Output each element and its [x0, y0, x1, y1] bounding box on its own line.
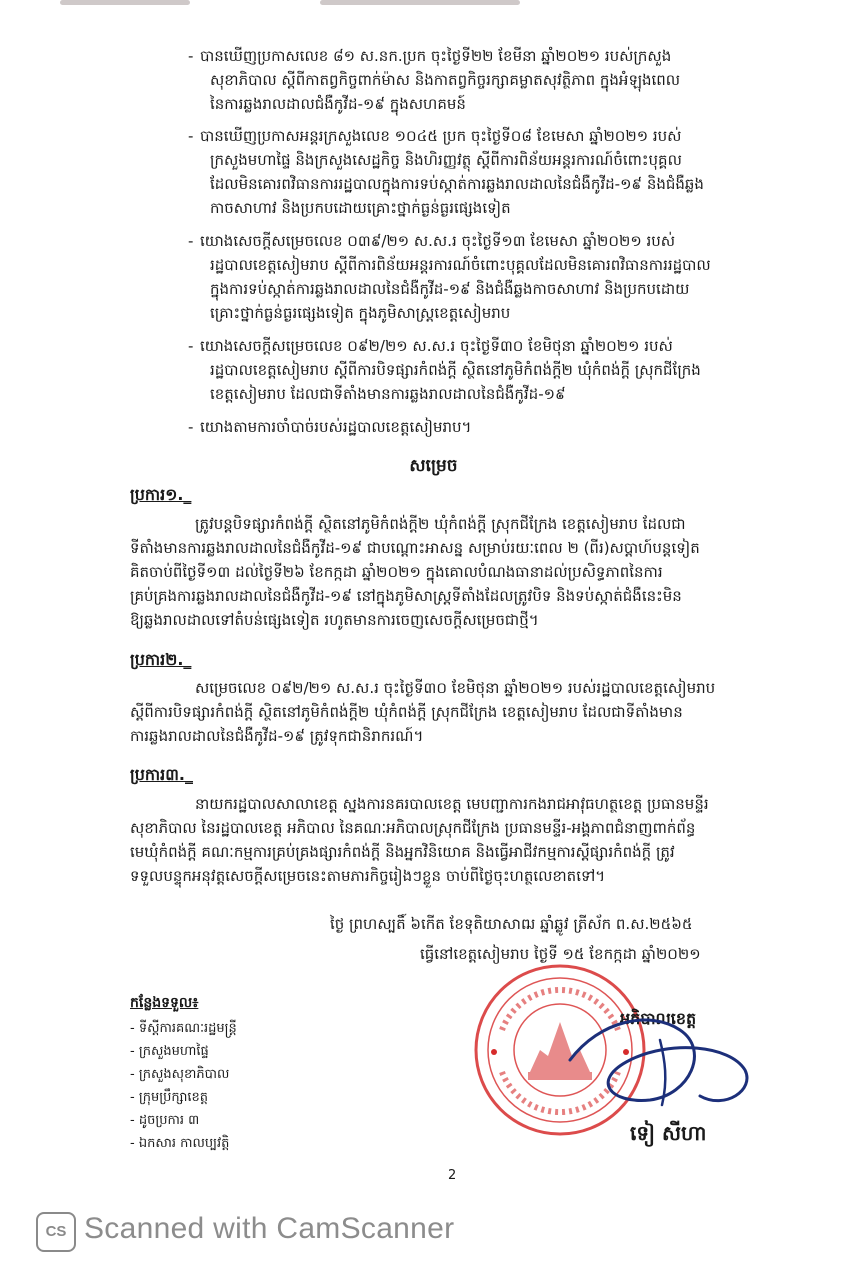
article-3-label: ប្រការ៣._ — [130, 765, 193, 784]
article-2-line: ស្ដីពីការបិទផ្សារកំពង់ក្ដី ស្ថិតនៅភូមិកំពង់ក្ដី២ ឃុំកំពង់ក្ដី ស្រុកជីក្រែង ខេត្តសៀមរាប ដែលជាទីតាំងមាន — [130, 703, 683, 721]
bullet-line: - យោងសេចក្ដីសម្រេចលេខ ០៩២/២១ ស.ស.រ ចុះថ្ងៃទី៣០ ខែមិថុនា ឆ្នាំ២០២១ របស់ — [200, 335, 673, 357]
bullet-line: ខេត្តសៀមរាប ដែលជាទីតាំងមានការឆ្លងរាលដាលនៃជំងឺកូវីដ-១៩ — [210, 385, 566, 403]
bullet-line: - បានឃើញប្រកាសអន្តរក្រសួងលេខ ១០៤៥ ប្រក ចុះថ្ងៃទី០៨ ខែមេសា ឆ្នាំ២០២១ របស់ — [200, 125, 681, 147]
camscanner-watermark — [36, 1208, 867, 1280]
article-3-line: ទទួលបន្ទុកអនុវត្តសេចក្ដីសម្រេចនេះតាមភារកិច្ចរៀងៗខ្លួន ចាប់ពីថ្ងៃចុះហត្ថលេខាតទៅ។ — [130, 867, 606, 885]
recipient-item: - ក្រសួងមហាផ្ទៃ — [130, 1040, 237, 1063]
bullet-line: រដ្ឋបាលខេត្តសៀមរាប ស្ដីពីការពិន័យអន្តរការណ៍ចំពោះបុគ្គលដែលមិនគោរពវិធានការរដ្ឋបាល — [210, 256, 711, 274]
bullet-line: សុខាភិបាល ស្ដីពីកាតព្វកិច្ចពាក់ម៉ាស និងកាតព្វកិច្ចរក្សាគម្លាតសុវត្ថិភាព ក្នុងអំឡុងពេល — [210, 71, 681, 89]
recipients-heading: កន្លែងទទួល៖ — [130, 995, 199, 1011]
article-1-line: គ្រប់គ្រងការឆ្លងរាលដាលនៃជំងឺកូវីដ-១៩ នៅក្នុងភូមិសាស្ត្រទីតាំងដែលត្រូវបិទ និងទប់ស្កាត់ជំងឺនេះមិន — [130, 587, 682, 605]
signature-icon — [540, 1000, 770, 1124]
bullet-line: ដែលមិនគោរពវិធានការរដ្ឋបាលក្នុងការទប់ស្កាត់ការឆ្លងរាលដាលនៃជំងឺកូវីដ-១៩ និងជំងឺឆ្លង — [210, 175, 704, 193]
article-1-line: ឱ្យឆ្លងរាលដាលទៅតំបន់ផ្សេងទៀត រហូតមានការចេញសេចក្ដីសម្រេចជាថ្មី។ — [130, 611, 539, 629]
article-1-line: ត្រូវបន្តបិទផ្សារកំពង់ក្ដី ស្ថិតនៅភូមិកំពង់ក្ដី២ ឃុំកំពង់ក្ដី ស្រុកជីក្រែង ខេត្តសៀមរាប ដែលជា — [195, 515, 686, 533]
article-3-line: នាយករដ្ឋបាលសាលាខេត្ត ស្នងការនគរបាលខេត្ត មេបញ្ជាការកងរាជអាវុធហត្ថខេត្ត ប្រធានមន្ទីរ — [195, 795, 709, 813]
signer-name: ទៀ សីហា — [630, 1121, 707, 1145]
bullet-line: កាចសាហាវ និងប្រកបដោយគ្រោះថ្នាក់ធ្ងន់ធ្ងរផ្សេងទៀត — [210, 199, 511, 217]
camscanner-logo-icon: CS — [36, 1212, 76, 1252]
article-2-line: ការឆ្លងរាលដាលនៃជំងឺកូវីដ-១៩ ត្រូវទុកជានិរាករណ៍។ — [130, 727, 424, 745]
recipient-item: - ក្រុមប្រឹក្សាខេត្ត — [130, 1086, 237, 1109]
recipient-item: - ឯកសារ កាលប្បវត្តិ — [130, 1132, 237, 1155]
article-1-line: ទីតាំងមានការឆ្លងរាលដាលនៃជំងឺកូវីដ-១៩ ជាបណ្ដោះអាសន្ន សម្រាប់រយៈពេល ២ (ពីរ)សប្ដាហ៍បន្តទៀត — [130, 539, 700, 557]
recipient-item: - ទីស្ដីការគណៈរដ្ឋមន្ត្រី — [130, 1017, 237, 1040]
article-1-label: ប្រការ១._ — [130, 485, 192, 504]
top-scan-edge — [0, 0, 867, 8]
article-3-line: សុខាភិបាល នៃរដ្ឋបាលខេត្ត អភិបាល នៃគណៈអភិបាលស្រុកជីក្រែង ប្រធានមន្ទីរ-អង្គភាពជំនាញពាក់ព័ន្ធ — [130, 819, 696, 837]
date-solar: ធ្វើនៅខេត្តសៀមរាប ថ្ងៃទី ១៥ ខែកក្កដា ឆ្នាំ២០២១ — [420, 945, 701, 963]
watermark-text: Scanned with CamScanner — [84, 1212, 455, 1245]
bullet-line: - បានឃើញប្រកាសលេខ ៨១ ស.នក.ប្រក ចុះថ្ងៃទី២២ ខែមីនា ឆ្នាំ២០២១ របស់ក្រសួង — [200, 45, 671, 67]
recipient-item: - ដូចប្រការ ៣ — [130, 1109, 237, 1132]
bullet-line: ក្រសួងមហាផ្ទៃ និងក្រសួងសេដ្ឋកិច្ច និងហិរញ្ញវត្ថុ ស្ដីពីការពិន័យអន្តរការណ៍ចំពោះបុគ្គល — [210, 151, 682, 169]
decision-heading: សម្រេច — [409, 456, 458, 476]
recipients-block — [130, 992, 237, 1155]
article-1-line: គិតចាប់ពីថ្ងៃទី១៣ ដល់ថ្ងៃទី២៦ ខែកក្កដា ឆ្នាំ២០២១ ក្នុងគោលបំណងធានាដល់ប្រសិទ្ធភាពនៃការ — [130, 563, 663, 581]
governor-title: អភិបាលខេត្ត — [620, 1009, 697, 1028]
bullet-line: - យោងតាមការចាំបាច់របស់រដ្ឋបាលខេត្តសៀមរាប។ — [200, 416, 471, 438]
date-lunar: ថ្ងៃ ព្រហស្បតិ៍ ៦កើត ខែទុតិយាសាឍ ឆ្នាំឆ្លូវ ត្រីស័ក ព.ស.២៥៦៥ — [330, 915, 693, 933]
page-number: 2 — [448, 1168, 457, 1183]
article-2-line: សម្រេចលេខ ០៩២/២១ ស.ស.រ ចុះថ្ងៃទី៣០ ខែមិថុនា ឆ្នាំ២០២១ របស់រដ្ឋបាលខេត្តសៀមរាប — [195, 679, 716, 697]
bullet-line: គ្រោះថ្នាក់ធ្ងន់ធ្ងរផ្សេងទៀត ក្នុងភូមិសាស្ត្រខេត្តសៀមរាប — [210, 304, 511, 322]
bullet-line: នៃការឆ្លងរាលដាលជំងឺកូវីដ-១៩ ក្នុងសហគមន៍ — [210, 95, 466, 113]
recipient-item: - ក្រសួងសុខាភិបាល — [130, 1063, 237, 1086]
bullet-line: ក្នុងការទប់ស្កាត់ការឆ្លងរាលដាលនៃជំងឺកូវីដ-១៩ និងជំងឺឆ្លងកាចសាហាវ និងប្រកបដោយ — [210, 280, 690, 298]
article-3-line: មេឃុំកំពង់ក្ដី គណៈកម្មការគ្រប់គ្រងផ្សារកំពង់ក្ដី និងអ្នកវិនិយោគ និងធ្វើអាជីវកម្មការស្ដីផ្សារកំពង់ក្ដី ត្រូវ — [130, 843, 675, 861]
bullet-line: - យោងសេចក្ដីសម្រេចលេខ ០៣៩/២១ ស.ស.រ ចុះថ្ងៃទី១៣ ខែមេសា ឆ្នាំ២០២១ របស់ — [200, 230, 675, 252]
bullet-line: រដ្ឋបាលខេត្តសៀមរាប ស្ដីពីការបិទផ្សារកំពង់ក្ដី ស្ថិតនៅភូមិកំពង់ក្ដី២ ឃុំកំពង់ក្ដី ស្រុកជីក្រែង — [210, 361, 701, 379]
article-2-label: ប្រការ២._ — [130, 650, 192, 669]
